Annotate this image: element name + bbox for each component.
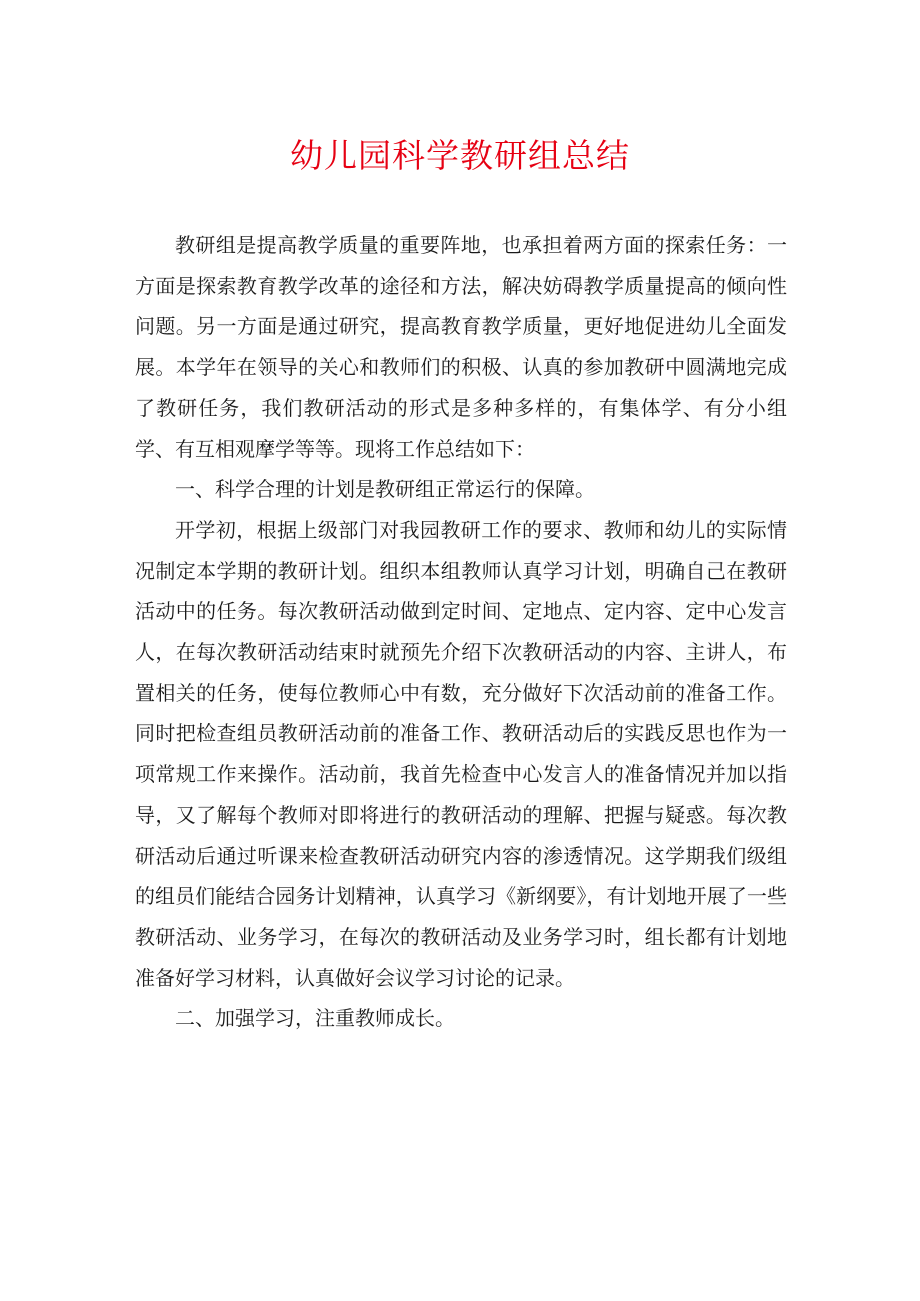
section-heading-2: 二、加强学习，注重教师成长。 [175,1006,455,1031]
section-1-paragraph: 开学初，根据上级部门对我园教研工作的要求、教师和幼儿的实际情况制定本学期的教研计划。组织本组教师认真学习计划，明确自己在教研活动中的任务。每次教研活动做到定时间、定地点、定内容、定中心发言人，在每次教研活动结束时就预先介绍下次教研活动的内容、主讲人，布置相关的任务，使每位教师心中有数，充分做好下次活动前的准备工作。同时把检查组员教研活动前的准备工作、教研活动后的实践反思也作为一项常规工作来操作。活动前，我首先检查中心发言人的准备情况并加以指导，又了解每个教师对即将进行的教研活动的理解、把握与疑惑。每次教研活动后通过听课来检查教研活动研究内容的渗透情况。这学期我们级组的组员们能结合园务计划精神，认真学习《新纲要》，有计划地开展了一些教研活动、业务学习，在每次的教研活动及业务学习时，组长都有计划地准备好学习材料，认真做好会议学习讨论的记录。 [135,517,787,990]
document-body [135,225,787,1039]
document-title: 幼儿园科学教研组总结 [290,136,630,175]
intro-paragraph: 教研组是提高教学质量的重要阵地，也承担着两方面的探索任务：一方面是探索教育教学改革的途径和方法，解决妨碍教学质量提高的倾向性问题。另一方面是通过研究，提高教育教学质量，更好地促进幼儿全面发展。本学年在领导的关心和教师们的积极、认真的参加教研中圆满地完成了教研任务，我们教研活动的形式是多种多样的，有集体学、有分小组学、有互相观摩学等等。现将工作总结如下： [135,233,787,461]
section-heading-1: 一、科学合理的计划是教研组正常运行的保障。 [175,477,595,502]
